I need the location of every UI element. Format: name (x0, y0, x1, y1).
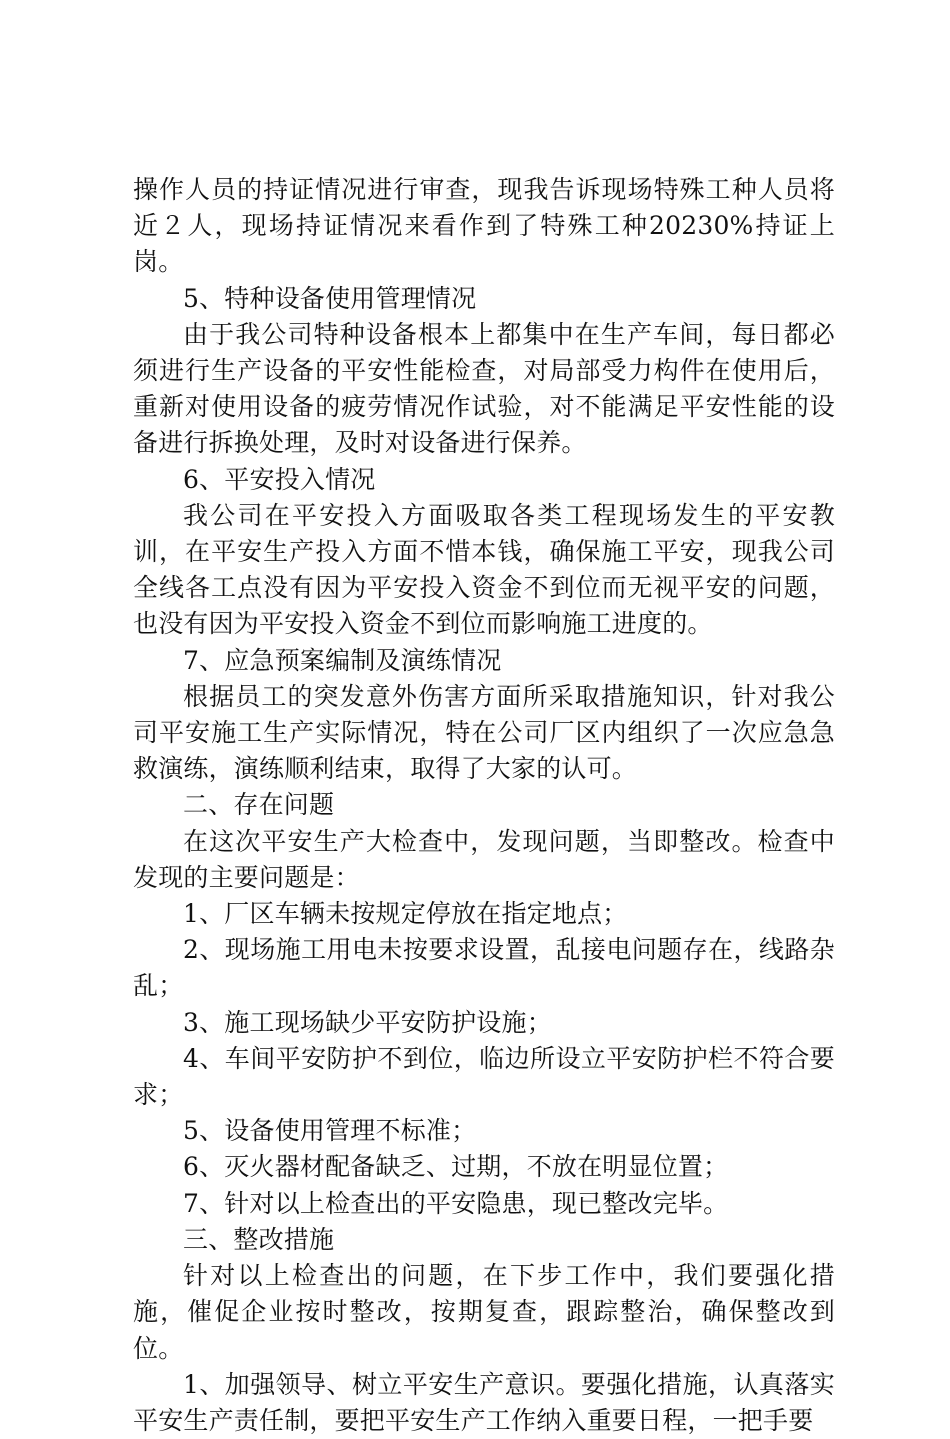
list-item: 3、施工现场缺少平安防护设施； (183, 1007, 552, 1037)
paragraph: 我公司在平安投入方面吸取各类工程现场发生的平安教训，在平安生产投入方面不惜本钱，确保施工平安，现我公司全线各工点没有因为平安投入资金不到位而无视平安的问题，也没有因为平安投入资金不到位而影响施工进度的。 (133, 500, 835, 639)
document-body (133, 172, 835, 1439)
paragraph: 由于我公司特种设备根本上都集中在生产车间，每日都必须进行生产设备的平安性能检查，对局部受力构件在使用后，重新对使用设备的疲劳情况作试验，对不能满足平安性能的设备进行拆换处理，及时对设备进行保养。 (133, 319, 835, 458)
list-item: 2、现场施工用电未按要求设置，乱接电问题存在，线路杂乱； (133, 935, 835, 1001)
list-item: 5、设备使用管理不标准； (183, 1116, 477, 1146)
list-item: 6、灭火器材配备缺乏、过期，不放在明显位置； (183, 1152, 729, 1182)
paragraph: 在这次平安生产大检查中，发现问题，当即整改。检查中发现的主要问题是： (133, 826, 835, 892)
section-heading: 二、存在问题 (183, 790, 335, 820)
list-item: 1、厂区车辆未按规定停放在指定地点； (183, 899, 628, 929)
section-heading: 三、整改措施 (183, 1224, 335, 1254)
section-heading: 7、应急预案编制及演练情况 (183, 645, 502, 675)
paragraph: 针对以上检查出的问题，在下步工作中，我们要强化措施，催促企业按时整改，按期复查，跟踪整治，确保整改到位。 (133, 1261, 835, 1363)
paragraph: 1、加强领导、树立平安生产意识。要强化措施，认真落实平安生产责任制，要把平安生产工作纳入重要日程，一把手要 (133, 1369, 835, 1435)
list-item: 7、针对以上检查出的平安隐患，现已整改完毕。 (183, 1188, 729, 1218)
paragraph: 根据员工的突发意外伤害方面所采取措施知识，针对我公司平安施工生产实际情况，特在公司厂区内组织了一次应急急救演练，演练顺利结束，取得了大家的认可。 (133, 681, 835, 784)
list-item: 4、车间平安防护不到位，临边所设立平安防护栏不符合要求； (133, 1043, 835, 1110)
paragraph: 操作人员的持证情况进行审查，现我告诉现场特殊工种人员将近２人，现场持证情况来看作到了特殊工种20230%持证上岗。 (133, 175, 835, 277)
section-heading: 5、特种设备使用管理情况 (183, 283, 477, 313)
section-heading: 6、平安投入情况 (183, 464, 376, 494)
